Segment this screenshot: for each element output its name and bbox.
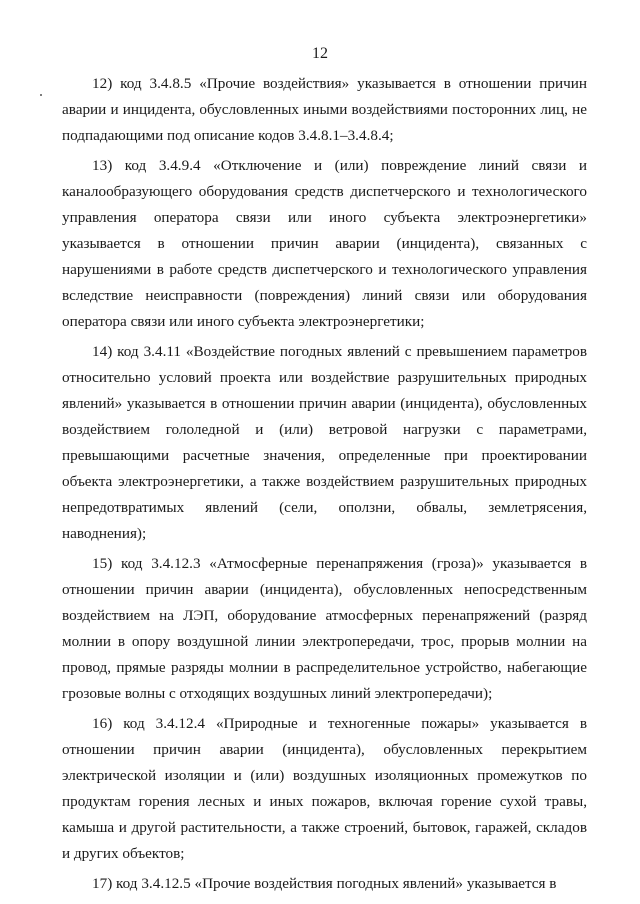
paragraph-item-13: 13) код 3.4.9.4 «Отключение и (или) повреждение линий связи и каналообразующего оборудования средств диспетчерского и технологического управления оператора связи или иного субъекта электроэнергетики» указывается в отношении причин аварии (инцидента), связанных с нарушениями в работе средств диспетчерского и технологического управления вследствие неисправности (повреждения) линий связи или оборудования оператора связи или иного субъекта электроэнергетики; [62,157,587,330]
document-body [62,71,587,897]
paragraph-item-12: 12) код 3.4.8.5 «Прочие воздействия» указывается в отношении причин аварии и инцидента, обусловленных иными воздействиями посторонних лиц, не подпадающими под описание кодов 3.4.8.1–3.4.8.4; [62,75,587,144]
paragraph-item-17: 17) код 3.4.12.5 «Прочие воздействия погодных явлений» указывается в [92,875,557,892]
paragraph-item-15: 15) код 3.4.12.3 «Атмосферные перенапряжения (гроза)» указывается в отношении причин аварии (инцидента), обусловленных непосредственным воздействием на ЛЭП, оборудование атмосферных перенапряжений (разряд молнии в опору воздушной линии электропередачи, трос, прорыв молнии на провод, прямые разряды молнии в распределительное устройство, набегающие грозовые волны с отходящих воздушных линий электропередачи); [62,555,587,702]
page-number: 12 [312,45,328,62]
scan-speck [40,94,42,96]
paragraph-item-14: 14) код 3.4.11 «Воздействие погодных явлений с превышением параметров относительно условий проекта или воздействие разрушительных природных явлений» указывается в отношении причин аварии (инцидента), обусловленных воздействием гололедной и (или) ветровой нагрузки с параметрами, превышающими расчетные значения, определенные при проектировании объекта электроэнергетики, а также воздействием разрушительных природных непредотвратимых явлений (сели, оползни, обвалы, землетрясения, наводнения); [62,343,587,542]
paragraph-item-16: 16) код 3.4.12.4 «Природные и техногенные пожары» указывается в отношении причин аварии (инцидента), обусловленных перекрытием электрической изоляции и (или) воздушных изоляционных промежутков по продуктам горения лесных и иных пожаров, включая горение сухой травы, камыша и другой растительности, а также строений, бытовок, гаражей, складов и других объектов; [62,715,587,862]
